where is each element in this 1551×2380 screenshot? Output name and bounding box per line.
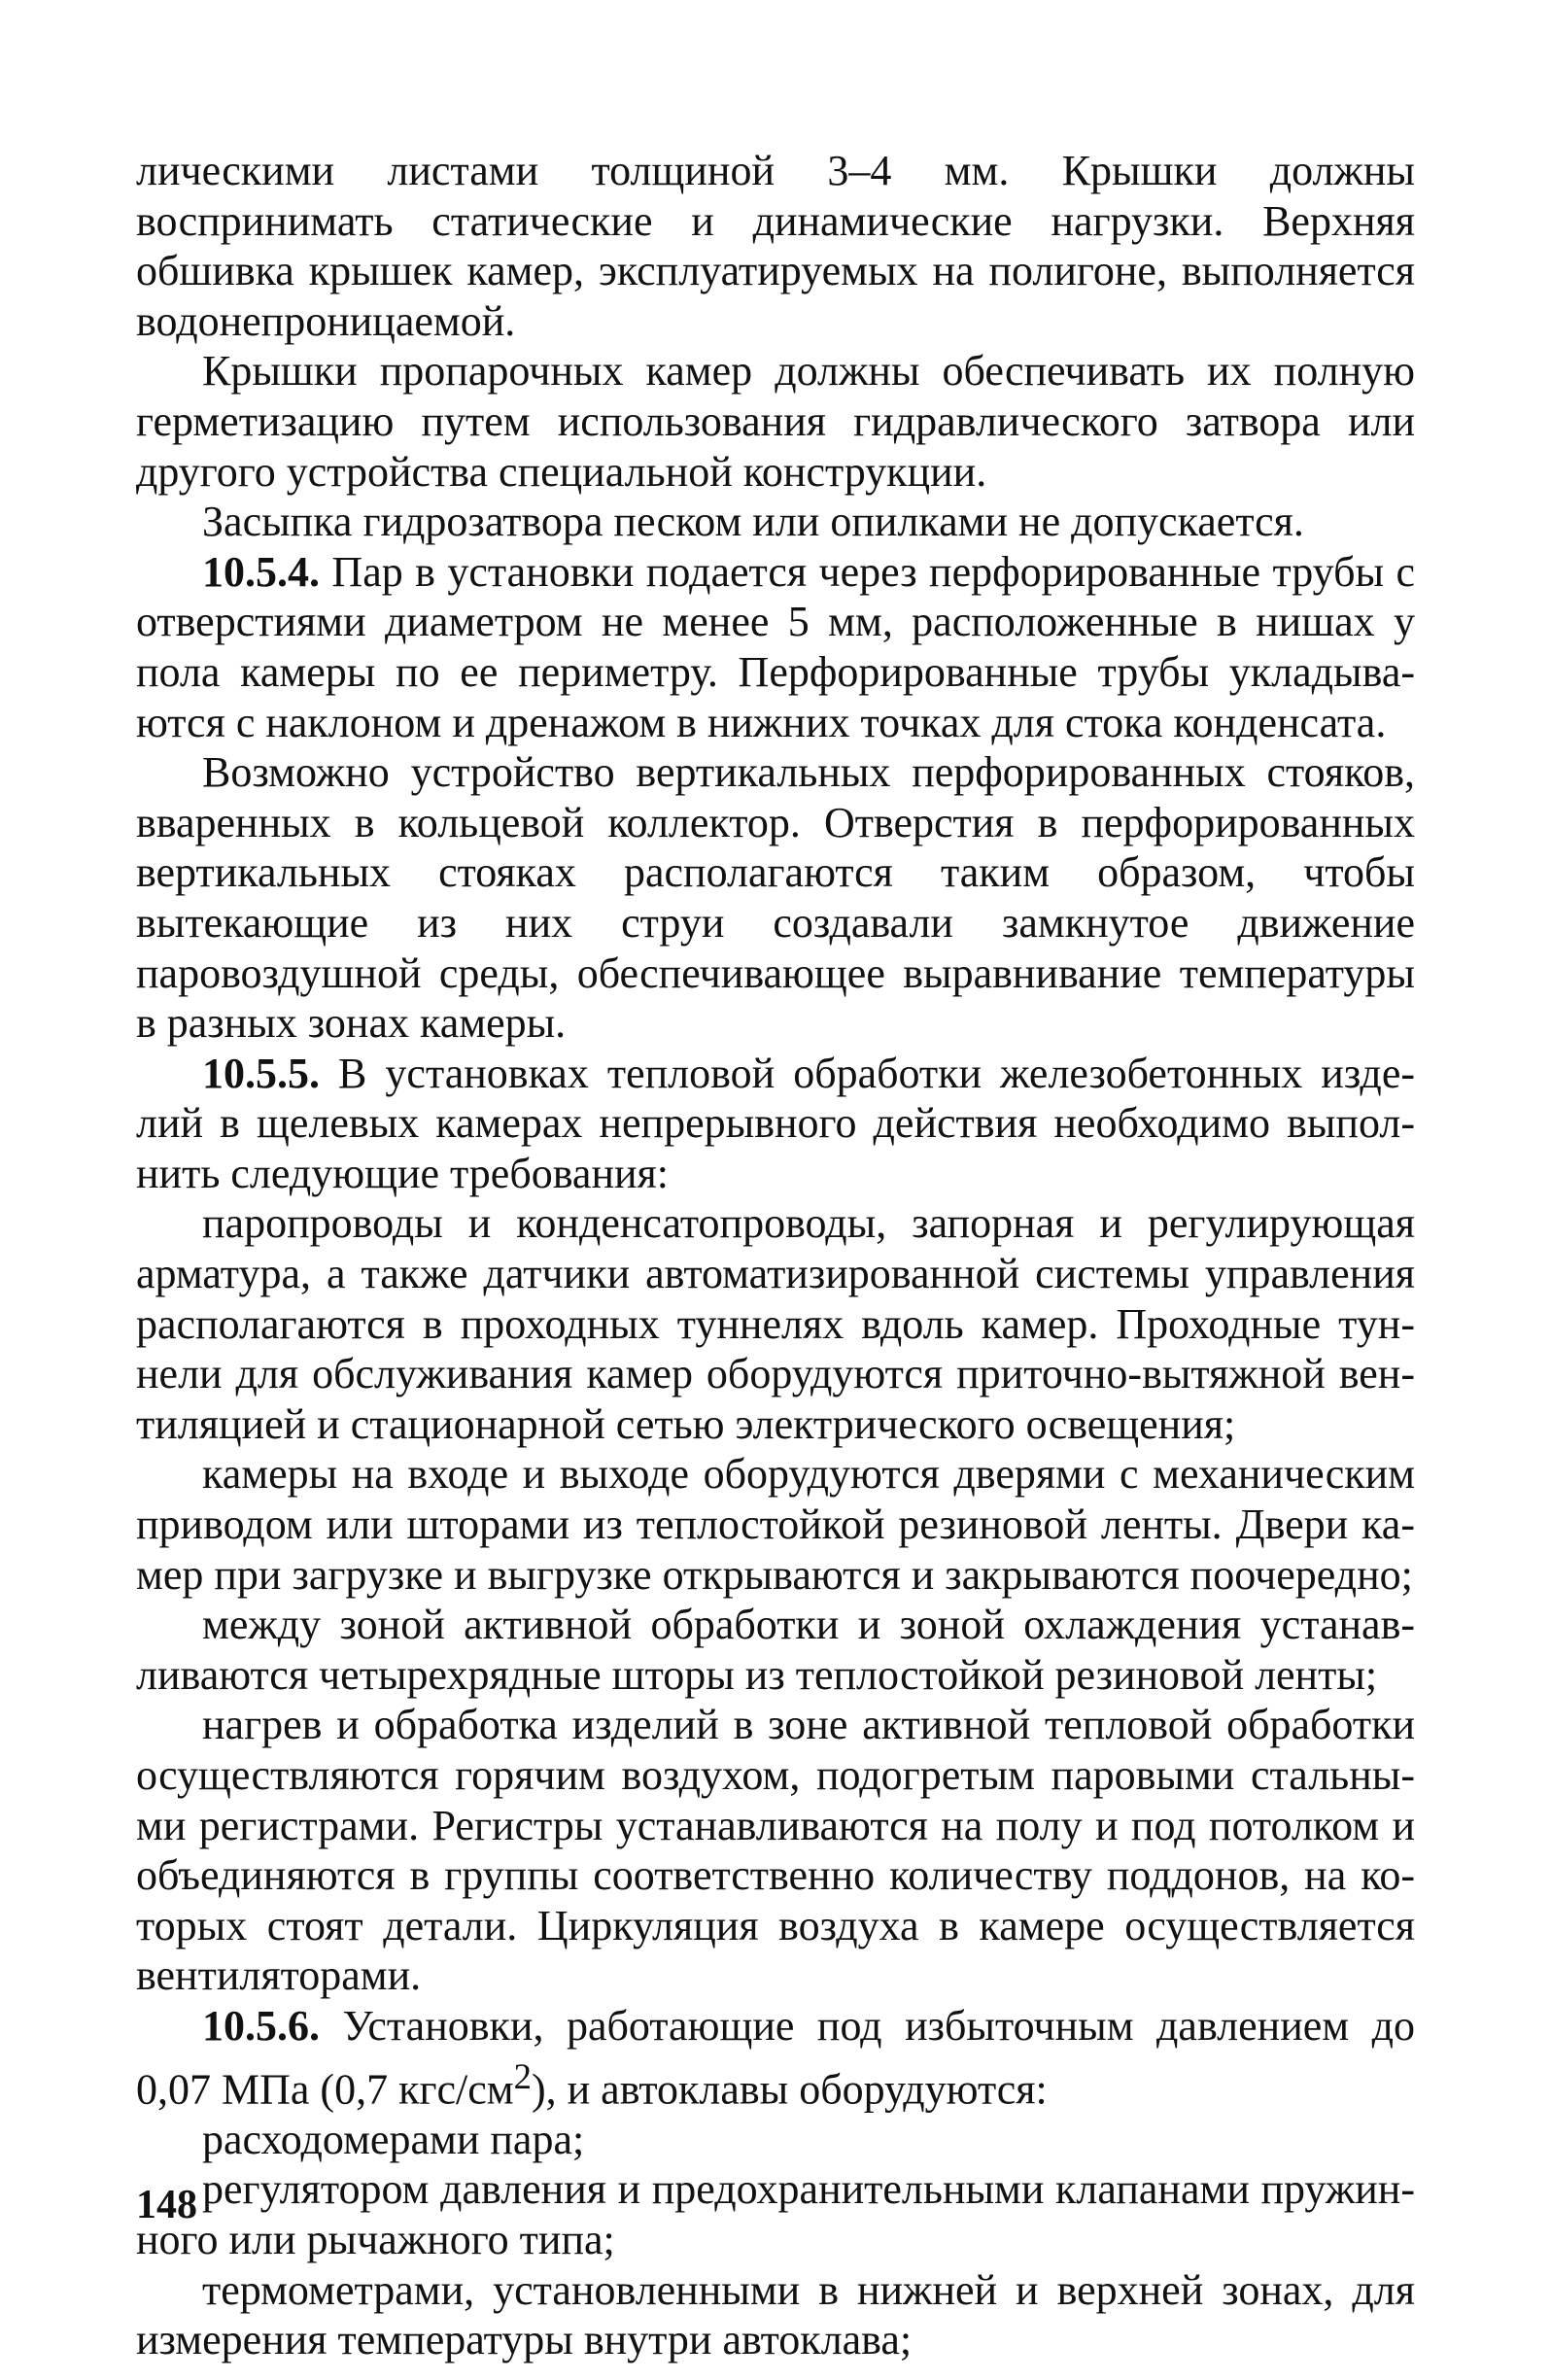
list-item-2: камеры на входе и выходе оборудуются дверями с механическим приводом или шторами из теплостойкой резиновой ленты. Двери камер при загрузке и выгрузке открываются и закрываются поочередно;	[136, 1450, 1415, 1599]
list-item-4: нагрев и обработка изделий в зоне активной тепловой обработки осуществляются горячим воздухом, подогретым паровыми стальными регистрами. Регистры устанавливаются на полу и под потолком и объединяются в группы соответственно количеству поддонов, на которых стоят детали. Циркуляция воздуха в камере осуществляется вентиляторами.	[136, 1701, 1415, 2000]
paragraph-2: Крышки пропарочных камер должны обеспечивать их полную герметизацию путем использования гидравлического затвора или другого устройства специальной конструкции.	[136, 347, 1415, 496]
section-text: Пар в установки подается через перфорированные трубы с отверстиями диаметром не менее 5 мм, расположенные в нишах у пола камеры по ее периметру. Перфорированные трубы укладываются с наклоном и дренажом в нижних точках для стока конденсата.	[136, 547, 1415, 746]
section-number: 10.5.4.	[202, 547, 320, 596]
page-body	[136, 146, 1415, 2365]
section-text: В установках тепловой обработки железобетонных изделий в щелевых камерах непрерывного действия необходимо выполнить следующие требования:	[136, 1049, 1415, 1197]
list-item-7: термометрами, установленными в нижней и верхней зонах, для измерения температуры внутри автоклава;	[136, 2265, 1415, 2364]
paragraph-3: Засыпка гидрозатвора песком или опилками не допускается.	[202, 498, 1304, 546]
section-10-5-5	[136, 1049, 1415, 1199]
section-10-5-6	[136, 2001, 1415, 2115]
section-text: Установки, работающие под избыточным давлением до 0,07 МПа (0,7 кгс/см	[136, 2001, 1415, 2114]
page-number: 148	[136, 2183, 197, 2227]
paragraph-1: лическими листами толщиной 3–4 мм. Крышки должны воспринимать статические и динамические нагрузки. Верхняя обшивка крышек камер, эксплуатируемых на полигоне, выполняется водонепроницаемой.	[136, 147, 1415, 345]
superscript: 2	[513, 2055, 532, 2096]
list-item-1: паропроводы и конденсатопроводы, запорная и регулирующая арматура, а также датчики автоматизированной системы управления располагаются в проходных туннелях вдоль камер. Проходные туннели для обслуживания камер оборудуются приточно-вытяжной вентиляцией и стационарной сетью электрического освещения;	[136, 1199, 1415, 1448]
list-item-3: между зоной активной обработки и зоной охлаждения устанавливаются четырехрядные шторы из теплостойкой резиновой ленты;	[136, 1601, 1415, 1699]
section-text-tail: ), и автоклавы оборудуются:	[531, 2065, 1048, 2114]
section-number: 10.5.6.	[202, 2001, 320, 2050]
list-item-6: регулятором давления и предохранительными клапанами пружинного или рычажного типа;	[136, 2165, 1415, 2263]
section-number: 10.5.5.	[202, 1049, 320, 1097]
list-item-5: расходомерами пара;	[202, 2115, 585, 2163]
section-10-5-4	[136, 547, 1415, 747]
paragraph-5: Возможно устройство вертикальных перфорированных стояков, вваренных в кольцевой коллектор. Отверстия в перфорированных вертикальных стояках располагаются таким образом, чтобы вытекающие из них струи создавали замкнутое движение паровоздушной среды, обеспечивающее выравнивание температуры в разных зонах камеры.	[136, 748, 1415, 1048]
